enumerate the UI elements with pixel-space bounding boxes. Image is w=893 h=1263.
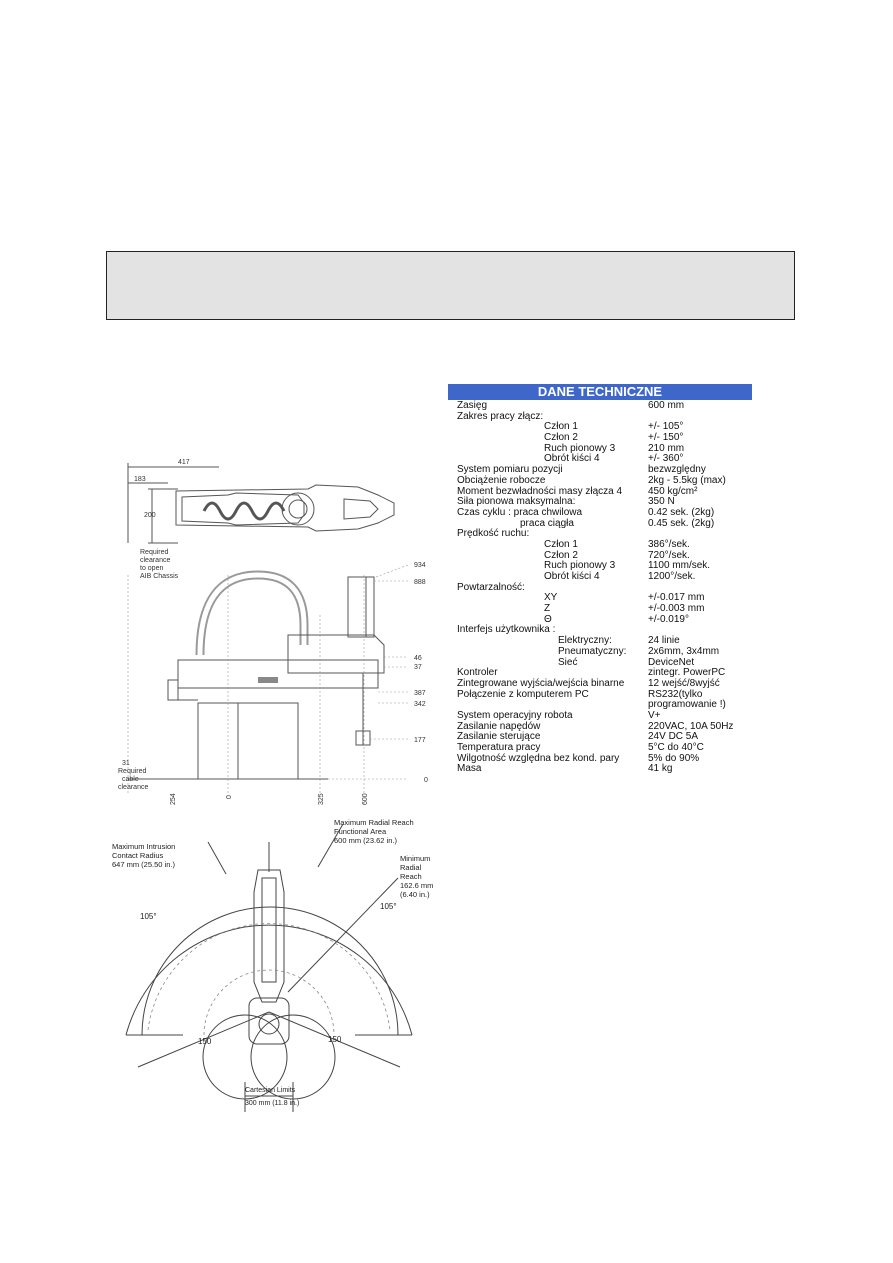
spec-label: Człon 1 <box>544 421 578 433</box>
dim-600: 600 <box>362 793 369 805</box>
spec-value: 0.42 sek. (2kg) <box>648 506 715 518</box>
spec-value: 720°/sek. <box>648 549 690 561</box>
spec-value: 2kg - 5.5kg (max) <box>648 474 726 486</box>
spec-value: 2x6mm, 3x4mm <box>648 645 720 657</box>
spec-label: System pomiaru pozycji <box>457 464 563 476</box>
spec-row <box>448 593 752 604</box>
spec-label: Powtarzalność: <box>457 581 525 593</box>
spec-value: 220VAC, 10A 50Hz <box>648 720 734 732</box>
angle-right-150: 150 <box>328 1035 342 1044</box>
spec-label: Kontroler <box>457 667 498 679</box>
spec-label: Zakres pracy złącz: <box>457 410 544 422</box>
spec-value: 5% do 90% <box>648 752 700 764</box>
technical-data-table <box>448 384 752 775</box>
dim-417: 417 <box>178 459 190 466</box>
spec-label: Zasięg <box>457 400 488 411</box>
spec-value: V+ <box>648 709 661 721</box>
dim-342: 342 <box>414 701 426 708</box>
cable-note-line1: Required <box>118 768 147 775</box>
dim-325: 325 <box>318 793 325 805</box>
grey-header-box <box>106 251 795 320</box>
spec-label: Sieć <box>558 656 578 668</box>
max-intrusion-line3: 647 mm (25.50 in.) <box>112 860 175 869</box>
spec-value: 1100 mm/sek. <box>648 560 711 572</box>
spec-value: +/- 150° <box>648 432 684 444</box>
spec-value: 12 wejść/8wyjść <box>648 677 720 689</box>
min-radial-line3: Reach <box>400 872 422 881</box>
spec-label: Prędkość ruchu: <box>457 528 530 540</box>
spec-value: +/- 105° <box>648 421 684 433</box>
spec-label: Człon 2 <box>544 432 578 444</box>
spec-value: +/-0.003 mm <box>648 603 705 615</box>
min-radial-line5: (6.40 in.) <box>400 890 430 899</box>
spec-value: 386°/sek. <box>648 538 690 550</box>
spec-label: Ruch pionowy 3 <box>544 560 616 572</box>
spec-label: Moment bezwładności masy złącza 4 <box>457 485 623 497</box>
spec-value: 350 N <box>648 496 675 508</box>
angle-left-105: 105° <box>140 912 157 921</box>
spec-label: Masa <box>457 763 482 775</box>
spec-value: +/- 360° <box>648 453 684 465</box>
max-intrusion-line2: Contact Radius <box>112 851 164 860</box>
spec-value: 1200°/sek. <box>648 571 696 582</box>
dim-183: 183 <box>134 476 146 483</box>
min-radial-line1: Minimum <box>400 854 431 863</box>
spec-label: Elektryczny: <box>558 635 612 647</box>
side-view-drawing <box>108 555 438 815</box>
technical-data-title: DANE TECHNICZNE <box>448 384 752 400</box>
spec-value: programowanie !) <box>648 699 726 711</box>
spec-value: zintegr. PowerPC <box>648 667 726 679</box>
spec-label: Zintegrowane wyjścia/wejścia binarne <box>457 677 625 689</box>
spec-value: 24V DC 5A <box>648 731 699 743</box>
dim-31: 31 <box>122 760 130 767</box>
spec-row <box>448 508 752 519</box>
clearance-note-line4: AIB Chassis <box>140 573 179 580</box>
min-radial-line2: Radial <box>400 863 422 872</box>
max-intrusion-line1: Maximum Intrusion <box>112 842 176 851</box>
dim-387: 387 <box>414 690 426 697</box>
spec-row <box>448 422 752 433</box>
max-radial-line1: Maximum Radial Reach <box>334 818 414 827</box>
spec-row <box>448 754 752 765</box>
spec-label: Zasilanie sterujące <box>457 731 541 743</box>
spec-row <box>448 476 752 487</box>
dim-934: 934 <box>414 562 426 569</box>
min-radial-line4: 162.6 mm <box>400 881 434 890</box>
max-radial-line3: 600 mm (23.62 in.) <box>334 836 397 845</box>
dim-254: 254 <box>170 793 177 805</box>
spec-label: praca ciągła <box>520 517 574 529</box>
dim-37: 37 <box>414 664 422 671</box>
spec-value: 450 kg/cm² <box>648 485 698 497</box>
cable-note-line3: clearance <box>118 784 149 791</box>
angle-right-105: 105° <box>380 902 397 911</box>
spec-label: Połączenie z komputerem PC <box>457 688 589 700</box>
clearance-note-line1: Required <box>140 549 169 556</box>
spec-label: Obciążenie robocze <box>457 474 546 486</box>
dim-0-right: 0 <box>424 777 428 784</box>
spec-value: 600 mm <box>648 400 685 411</box>
cable-note-line2: cable <box>122 776 139 783</box>
spec-value: 0.45 sek. (2kg) <box>648 517 715 529</box>
angle-left-150: 150 <box>198 1037 212 1046</box>
clearance-note-line2: clearance <box>140 557 171 564</box>
spec-row <box>448 647 752 658</box>
spec-label: XY <box>544 592 558 604</box>
spec-value: +/-0.017 mm <box>648 592 705 604</box>
spec-value: 41 kg <box>648 763 673 775</box>
spec-label: Obrót kiści 4 <box>544 571 600 582</box>
spec-row <box>448 679 752 690</box>
spec-label: Temperatura pracy <box>457 742 541 753</box>
spec-label: Zasilanie napędów <box>457 720 541 732</box>
spec-value: DeviceNet <box>648 656 695 668</box>
spec-label: System operacyjny robota <box>457 709 573 721</box>
spec-row <box>448 583 752 594</box>
spec-row <box>448 412 752 423</box>
spec-value: 24 linie <box>648 635 680 647</box>
spec-value: +/-0.019° <box>648 613 689 625</box>
spec-label: Wilgotność względna bez kond. pary <box>457 752 620 764</box>
spec-row <box>448 604 752 615</box>
spec-value: 5°C do 40°C <box>648 742 704 753</box>
cartesian-line2: 300 mm (11.8 in.) <box>245 1100 300 1107</box>
dim-0-bottom: 0 <box>226 795 233 799</box>
spec-value: bezwzględny <box>648 464 706 476</box>
spec-label: Człon 2 <box>544 549 578 561</box>
spec-label: Pneumatyczny: <box>558 645 627 657</box>
spec-row <box>448 444 752 455</box>
spec-value: RS232(tylko <box>648 688 703 700</box>
spec-label: Θ <box>544 613 552 625</box>
dim-888: 888 <box>414 579 426 586</box>
spec-row <box>448 529 752 540</box>
clearance-note-line3: to open <box>140 565 164 572</box>
dim-200: 200 <box>144 512 156 519</box>
cartesian-line1: Cartesian Limits <box>245 1087 296 1094</box>
reach-view-drawing <box>108 812 448 1112</box>
spec-row <box>448 764 752 775</box>
spec-label: Człon 1 <box>544 538 578 550</box>
dim-177: 177 <box>414 737 426 744</box>
spec-row <box>448 561 752 572</box>
spec-label: Z <box>544 603 551 615</box>
spec-label: Obrót kiści 4 <box>544 453 600 465</box>
spec-label: Interfejs użytkownika : <box>457 624 556 636</box>
dim-46: 46 <box>414 655 422 662</box>
spec-label: Czas cyklu : praca chwilowa <box>457 506 583 518</box>
spec-label: Siła pionowa maksymalna: <box>457 496 576 508</box>
spec-rows <box>448 401 752 775</box>
spec-row <box>448 540 752 551</box>
spec-value: 210 mm <box>648 442 685 454</box>
max-radial-line2: Functional Area <box>334 827 387 836</box>
spec-label: Ruch pionowy 3 <box>544 442 616 454</box>
